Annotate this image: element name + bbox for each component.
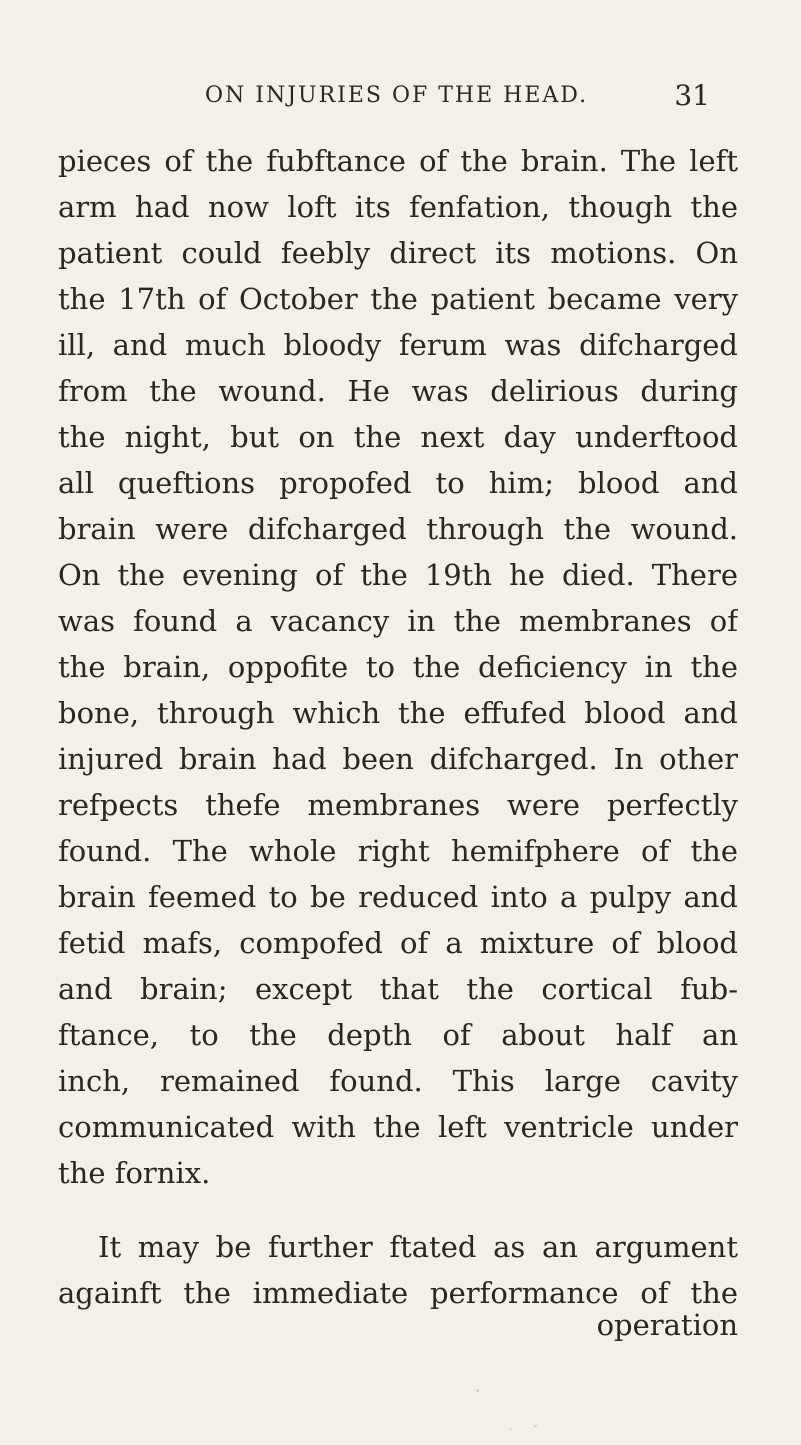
text-line: patient could feebly direct its motions. On (58, 236, 738, 270)
paper-speck (534, 1425, 537, 1427)
text-line: fetid mafs, compofed of a mixture of blood (58, 926, 738, 960)
paper-speck (476, 1389, 479, 1392)
running-title: ON INJURIES OF THE HEAD. (205, 83, 589, 108)
text-line: inch, remained found. This large cavity (58, 1064, 738, 1098)
catchword: operation (596, 1308, 738, 1342)
text-line: was found a vacancy in the membranes of (58, 604, 738, 638)
text-line: arm had now loft its fenfation, though the (58, 190, 738, 224)
text-line: ill, and much bloody ferum was difcharged (58, 328, 738, 362)
text-line: the 17th of October the patient became very (58, 282, 738, 316)
paragraph-2 (58, 1224, 738, 1316)
text-line: the night, but on the next day underftood (58, 420, 738, 454)
paper-speck (510, 1428, 512, 1430)
text-line: On the evening of the 19th he died. There (58, 558, 738, 592)
text-line: againft the immediate performance of the (58, 1276, 738, 1310)
text-line: injured brain had been difcharged. In other (58, 742, 738, 776)
text-line: bone, through which the effufed blood and (58, 696, 738, 730)
body-text (58, 138, 738, 1316)
text-line: pieces of the fubftance of the brain. The left (58, 144, 738, 178)
text-line: found. The whole right hemifphere of the (58, 834, 738, 868)
text-line: all queftions propofed to him; blood and (58, 466, 738, 500)
text-line: the fornix. (58, 1156, 211, 1190)
text-line: communicated with the left ventricle under (58, 1110, 738, 1144)
paragraph-gap (58, 1196, 738, 1224)
running-head (205, 79, 710, 123)
text-line: refpects thefe membranes were perfectly (58, 788, 738, 822)
text-line: It may be further ftated as an argument (98, 1230, 738, 1264)
paragraph-1 (58, 138, 738, 1196)
text-line: brain were difcharged through the wound. (58, 512, 738, 546)
text-line: the brain, oppofite to the deficiency in the (58, 650, 738, 684)
text-line: from the wound. He was delirious during (58, 374, 738, 408)
text-line: brain feemed to be reduced into a pulpy and (58, 880, 738, 914)
text-line: and brain; except that the cortical fub- (58, 972, 738, 1006)
page-number: 31 (674, 79, 710, 112)
text-line: ftance, to the depth of about half an (58, 1018, 738, 1052)
